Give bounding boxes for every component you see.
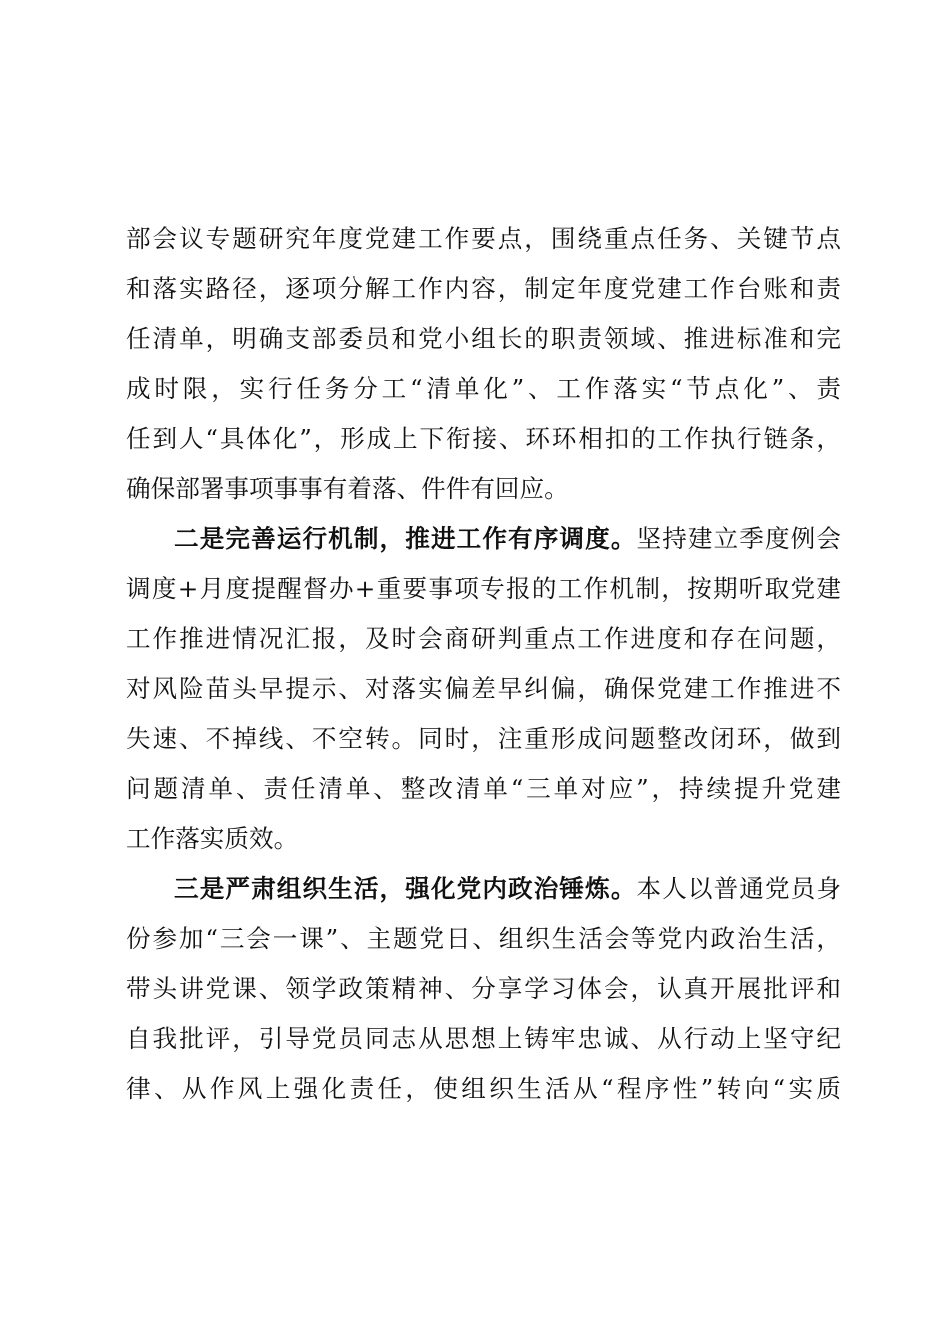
paragraph2-first-line-text: 坚持建立季度例会 [636, 524, 841, 553]
paragraph2-line-2: 调度+月度提醒督办+重要事项专报的工作机制，按期听取党建 [126, 574, 841, 603]
paragraph3-line-3: 带头讲党课、领学政策精神、分享学习体会，认真开展批评和 [126, 974, 841, 1003]
paragraph2-line-3: 工作推进情况汇报，及时会商研判重点工作进度和存在问题， [126, 624, 841, 653]
paragraph2-line-4: 对风险苗头早提示、对落实偏差早纠偏，确保党建工作推进不 [126, 674, 841, 703]
paragraph1-line-2: 和落实路径，逐项分解工作内容，制定年度党建工作台账和责 [126, 274, 841, 303]
paragraph1-line-1: 部会议专题研究年度党建工作要点，围绕重点任务、关键节点 [126, 224, 841, 253]
paragraph1-line-5: 任到人“具体化”，形成上下衔接、环环相扣的工作执行链条， [126, 424, 841, 453]
paragraph1-line-3: 任清单，明确支部委员和党小组长的职责领域、推进标准和完 [126, 324, 841, 353]
paragraph3-line-5: 律、从作风上强化责任，使组织生活从“程序性”转向“实质 [126, 1074, 841, 1103]
paragraph1-line-4: 成时限，实行任务分工“清单化”、工作落实“节点化”、责 [126, 374, 841, 403]
paragraph3-heading: 三是严肃组织生活，强化党内政治锤炼。 [174, 874, 637, 903]
paragraph2-line-7: 工作落实质效。 [126, 824, 299, 853]
paragraph1-line-6: 确保部署事项事事有着落、件件有回应。 [126, 474, 569, 503]
paragraph2-line-6: 问题清单、责任清单、整改清单“三单对应”，持续提升党建 [126, 774, 841, 803]
paragraph2-first-line [174, 519, 841, 559]
paragraph3-line-4: 自我批评，引导党员同志从思想上铸牢忠诚、从行动上坚守纪 [126, 1024, 841, 1053]
paragraph2-heading: 二是完善运行机制，推进工作有序调度。 [174, 524, 637, 553]
paragraph3-first-line [174, 869, 841, 909]
paragraph2-line-5: 失速、不掉线、不空转。同时，注重形成问题整改闭环，做到 [126, 724, 841, 753]
paragraph3-first-line-text: 本人以普通党员身 [636, 874, 841, 903]
paragraph3-line-2: 份参加“三会一课”、主题党日、组织生活会等党内政治生活， [126, 924, 841, 953]
